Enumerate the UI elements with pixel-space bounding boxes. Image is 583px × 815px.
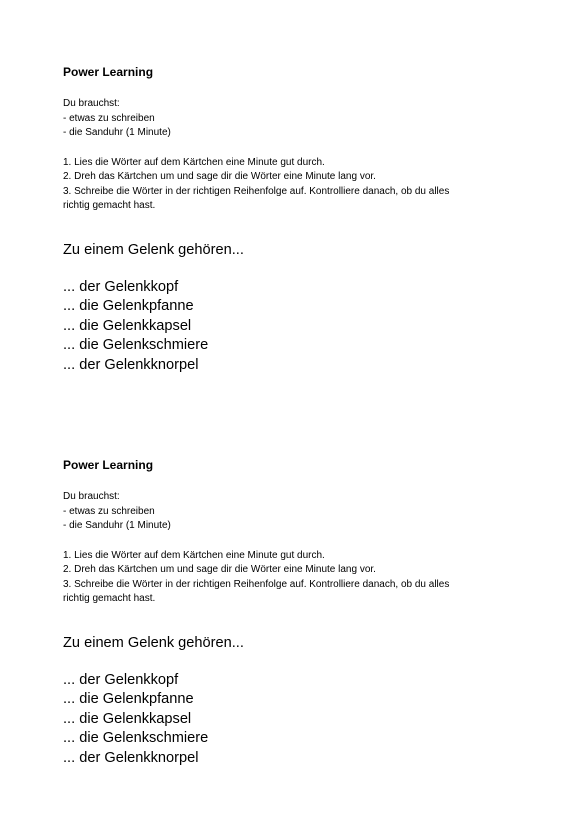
topic-heading: Zu einem Gelenk gehören...	[63, 634, 244, 651]
vocabulary-item: ... die Gelenkpfanne	[63, 691, 194, 708]
materials-item: - etwas zu schreiben	[63, 112, 155, 124]
vocabulary-item: ... die Gelenkpfanne	[63, 298, 194, 315]
vocabulary-item: ... der Gelenkkopf	[63, 671, 179, 688]
instruction-step: 2. Dreh das Kärtchen um und sage dir die Wörter eine Minute lang vor.	[63, 564, 376, 575]
instructions-list	[63, 156, 533, 214]
instruction-step-continuation: richtig gemacht hast.	[63, 593, 156, 604]
vocabulary-list	[63, 278, 533, 376]
learning-card	[63, 458, 533, 768]
card-title: Power Learning	[63, 65, 154, 79]
materials-list	[63, 490, 533, 534]
vocabulary-item: ... die Gelenkkapsel	[63, 317, 192, 334]
materials-label: Du brauchst:	[63, 491, 120, 502]
instruction-step: 1. Lies die Wörter auf dem Kärtchen eine Minute gut durch.	[63, 549, 325, 561]
materials-item: - die Sanduhr (1 Minute)	[63, 520, 171, 531]
instruction-step: 3. Schreibe die Wörter in der richtigen Reihenfolge auf. Kontrolliere danach, ob du alles	[63, 185, 450, 197]
instruction-step: 3. Schreibe die Wörter in der richtigen Reihenfolge auf. Kontrolliere danach, ob du alles	[63, 578, 450, 590]
instructions-list	[63, 549, 533, 607]
topic-heading: Zu einem Gelenk gehören...	[63, 241, 244, 258]
instruction-step: 1. Lies die Wörter auf dem Kärtchen eine Minute gut durch.	[63, 156, 325, 168]
vocabulary-item: ... der Gelenkkopf	[63, 278, 179, 295]
card-title: Power Learning	[63, 458, 154, 472]
materials-item: - die Sanduhr (1 Minute)	[63, 127, 171, 138]
instruction-step: 2. Dreh das Kärtchen um und sage dir die Wörter eine Minute lang vor.	[63, 171, 376, 182]
materials-item: - etwas zu schreiben	[63, 505, 155, 517]
materials-label: Du brauchst:	[63, 98, 120, 109]
vocabulary-item: ... die Gelenkschmiere	[63, 337, 209, 354]
vocabulary-item: ... die Gelenkkapsel	[63, 710, 192, 727]
materials-list	[63, 97, 533, 141]
vocabulary-list	[63, 671, 533, 769]
learning-card	[63, 65, 533, 375]
vocabulary-item: ... der Gelenkknorpel	[63, 356, 199, 373]
instruction-step-continuation: richtig gemacht hast.	[63, 200, 156, 211]
vocabulary-item: ... der Gelenkknorpel	[63, 749, 199, 766]
vocabulary-item: ... die Gelenkschmiere	[63, 730, 209, 747]
